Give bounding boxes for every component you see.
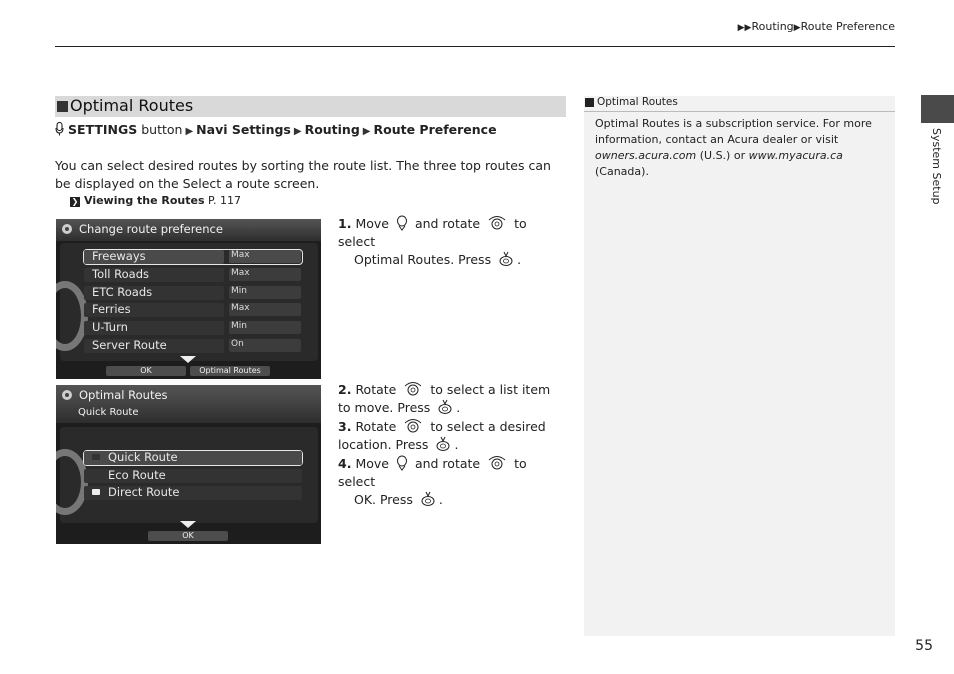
list-item-label: ETC Roads xyxy=(92,285,153,299)
list-item-value: Max xyxy=(229,268,301,281)
screen-title-bar xyxy=(56,219,321,241)
step-text: Rotate xyxy=(355,419,397,434)
bullet-icon xyxy=(92,489,100,495)
list-item[interactable] xyxy=(84,303,302,317)
header-divider xyxy=(55,46,895,47)
screen-change-route-preference xyxy=(56,219,321,379)
step-1: 1. Move and rotate to select Optimal Routes. Press . xyxy=(338,216,527,267)
sidebar-heading-text: Optimal Routes xyxy=(597,96,678,108)
bullet-icon xyxy=(92,454,100,460)
step-text: Move xyxy=(355,456,389,471)
interface-dial-icon xyxy=(403,418,423,434)
intro-text-bold: Select a route xyxy=(182,176,270,191)
xref-page: P. 117 xyxy=(204,194,241,207)
step-2: 2. Rotate to select a list item to move. Press . xyxy=(338,382,551,415)
interface-dial-icon xyxy=(403,381,423,397)
cross-reference[interactable] xyxy=(70,194,241,207)
step-3: 3. Rotate to select a desired location. Press . xyxy=(338,419,546,452)
step-text: Rotate xyxy=(355,382,397,397)
intro-paragraph xyxy=(55,157,565,193)
page-number: 55 xyxy=(915,638,933,654)
press-dial-icon xyxy=(420,491,436,507)
microphone-icon xyxy=(55,122,64,136)
path-button-text: button xyxy=(137,122,183,137)
ok-button[interactable]: OK xyxy=(148,531,228,541)
screen-title-bar xyxy=(56,385,321,423)
list-item-label: Freeways xyxy=(92,249,146,263)
intro-text-1: You can select desired routes by sorting the route list. The three top routes can be displayed on the xyxy=(55,158,551,191)
path-route-preference: Route Preference xyxy=(373,122,497,137)
list-item[interactable] xyxy=(84,339,302,353)
step-text: and rotate xyxy=(414,456,481,471)
list-item[interactable] xyxy=(84,451,302,465)
move-dial-icon xyxy=(396,215,408,231)
breadcrumb xyxy=(738,20,895,33)
arrow-right-icon: ▶ xyxy=(293,126,302,137)
intro-text-2: screen. xyxy=(269,176,320,191)
side-tab-label: System Setup xyxy=(930,128,943,205)
section-square-icon xyxy=(57,101,68,112)
step-bold: Optimal Routes xyxy=(354,252,451,267)
section-title: Optimal Routes xyxy=(70,96,194,115)
press-dial-icon xyxy=(437,399,453,415)
sidebar-body xyxy=(595,116,885,180)
step-text: . Press xyxy=(450,252,492,267)
step-number: 1. xyxy=(338,216,352,231)
bullet-icon xyxy=(92,472,100,478)
step-text: to select a desired location. Press xyxy=(338,419,546,452)
step-text: . Press xyxy=(372,492,413,507)
step-text: to select xyxy=(338,456,527,489)
list-item-value: On xyxy=(229,339,301,352)
list-item[interactable] xyxy=(84,469,302,483)
down-arrow-icon[interactable] xyxy=(180,521,196,528)
press-dial-icon xyxy=(498,251,514,267)
arrow-right-icon: ▶ xyxy=(362,126,371,137)
list-item-value: Max xyxy=(229,250,301,263)
list-item-label: Direct Route xyxy=(108,485,180,499)
list-item-value: Min xyxy=(229,321,301,334)
step-4: 4. Move and rotate to select OK. Press . xyxy=(338,456,527,507)
screen-subtitle: Quick Route xyxy=(78,407,139,418)
list-item-value: Min xyxy=(229,286,301,299)
section-heading-bar xyxy=(55,96,566,117)
list-item-label: Server Route xyxy=(92,338,167,352)
sidebar-text: is a subscription service. For more information, contact an Acura dealer or visit xyxy=(595,117,872,146)
sidebar-link-us[interactable]: owners.acura.com xyxy=(595,149,697,162)
arrow-right-icon: ▶ xyxy=(185,126,194,137)
interface-dial-icon xyxy=(487,215,507,231)
list-item[interactable] xyxy=(84,486,302,500)
arrow-right-icon: ▶▶ xyxy=(737,23,752,33)
list-item-label: Quick Route xyxy=(108,450,178,464)
screen-title: Change route preference xyxy=(79,222,223,236)
sidebar-link-ca[interactable]: www.myacura.ca xyxy=(748,149,843,162)
breadcrumb-route-preference: Route Preference xyxy=(800,20,895,33)
breadcrumb-routing: Routing xyxy=(751,20,794,33)
press-dial-icon xyxy=(435,436,451,452)
move-dial-icon xyxy=(396,455,408,471)
list-item-label: Toll Roads xyxy=(92,267,150,281)
step-text: and rotate xyxy=(414,216,481,231)
side-tab-marker xyxy=(921,95,954,123)
step-number: 3. xyxy=(338,419,352,434)
list-item[interactable] xyxy=(84,286,302,300)
ok-button[interactable]: OK xyxy=(106,366,186,376)
list-item[interactable] xyxy=(84,250,302,264)
list-item-label: Eco Route xyxy=(108,468,166,482)
list-item-label: Ferries xyxy=(92,302,131,316)
sidebar-text: (U.S.) or xyxy=(696,149,749,162)
menu-path xyxy=(55,122,497,137)
list-item-label: U-Turn xyxy=(92,320,128,334)
list-item[interactable] xyxy=(84,268,302,282)
step-bold: OK xyxy=(354,492,373,507)
screen-optimal-routes xyxy=(56,385,321,544)
list-item[interactable] xyxy=(84,321,302,335)
arrow-right-icon: ▶ xyxy=(793,23,801,33)
step-text: Move xyxy=(355,216,389,231)
gear-icon xyxy=(62,390,72,400)
list-item-value: Max xyxy=(229,303,301,316)
gear-icon xyxy=(62,224,72,234)
xref-title: Viewing the Routes xyxy=(84,194,205,207)
step-number: 4. xyxy=(338,456,352,471)
step-text: to select a list item to move. Press xyxy=(338,382,551,415)
sidebar-note xyxy=(584,96,895,636)
down-arrow-icon[interactable] xyxy=(180,356,196,363)
path-settings: SETTINGS xyxy=(68,122,138,137)
sidebar-bold: Optimal Routes xyxy=(595,117,680,130)
screen-title: Optimal Routes xyxy=(79,388,168,402)
sidebar-text: (Canada). xyxy=(595,165,649,178)
xref-icon xyxy=(585,98,594,107)
step-text: to select xyxy=(338,216,527,249)
path-routing: Routing xyxy=(304,122,360,137)
sidebar-heading xyxy=(584,96,895,112)
xref-icon: ❯ xyxy=(71,197,79,206)
interface-dial-icon xyxy=(487,455,507,471)
path-navi-settings: Navi Settings xyxy=(196,122,291,137)
optimal-routes-button[interactable]: Optimal Routes xyxy=(190,366,270,376)
step-number: 2. xyxy=(338,382,352,397)
